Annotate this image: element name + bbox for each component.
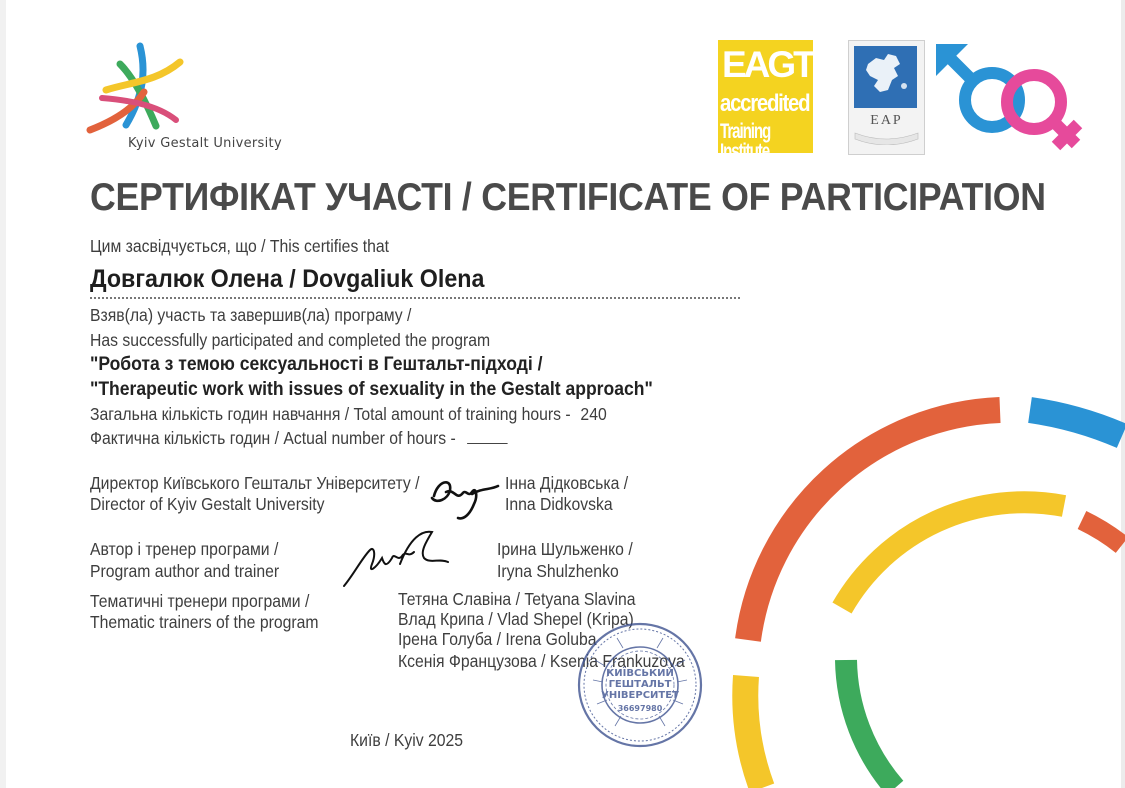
participated-en: Has successfully participated and completed the program (90, 330, 491, 350)
trainer-name: Ксенія Французова / Ksenia Frankuzova (398, 651, 685, 671)
director-name-ua: Інна Дідковська / (505, 473, 629, 493)
eagt-badge-accredited: accredited (720, 90, 810, 117)
stamp-code: 36697980 (617, 704, 663, 713)
ring-outer-orange-arc (748, 410, 1000, 640)
stamp-text-line1: КИЇВСЬКИЙ (606, 668, 674, 679)
author-role-ua: Автор і тренер програми / (90, 539, 279, 559)
participated-ua: Взяв(ла) участь та завершив(ла) програму / (90, 305, 412, 325)
eap-badge-ribbon (849, 131, 924, 147)
author-role-en: Program author and trainer (90, 561, 280, 581)
place-and-date: Київ / Kyiv 2025 (350, 730, 464, 750)
director-role-en: Director of Kyiv Gestalt University (90, 494, 325, 514)
total-hours-label: Загальна кількість годин навчання / Total amount of training hours - (90, 404, 571, 424)
actual-hours-line (90, 428, 508, 449)
ring-inner-green-arc (846, 660, 895, 788)
director-role-ua: Директор Київського Гештальт Університету / (90, 473, 420, 493)
eagt-badge-title: EAGT (722, 44, 813, 85)
director-name-en: Inna Didkovska (505, 494, 613, 514)
total-hours-value: 240 (580, 404, 607, 424)
ring-outer-yellow-arc (745, 676, 762, 788)
actual-hours-blank (467, 429, 508, 444)
stamp-text-line3: УНІВЕРСИТЕТ (601, 690, 679, 701)
certifies-text: Цим засвідчується, що / This certifies that (90, 236, 389, 256)
ring-mid-orange-arc (1082, 520, 1122, 545)
director-signature (428, 470, 500, 525)
author-name-en: Iryna Shulzhenko (497, 561, 619, 581)
program-title-ua: "Робота з темою сексуальності в Гештальт-підході / (90, 353, 543, 375)
recipient-name: Довгалюк Олена / Dovgaliuk Olena (90, 265, 485, 293)
eagt-badge-training-institute: Training Institute (720, 120, 771, 163)
trainer-name: Влад Крипа / Vlad Shepel (Kripa) (398, 609, 634, 629)
trainer-name: Тетяна Славіна / Tetyana Slavina (398, 589, 636, 609)
thematic-role-ua: Тематичні тренери програми / (90, 591, 310, 611)
name-underline (90, 297, 740, 299)
eap-badge-text: EAP (870, 113, 903, 128)
official-stamp (575, 620, 705, 750)
actual-hours-label: Фактична кількість годин / Actual number of hours - (90, 428, 456, 448)
kyiv-gestalt-university-logo (86, 40, 186, 135)
stamp-text-line2: ГЕШТАЛЬТ (608, 679, 672, 690)
eagt-accreditation-badge (718, 40, 813, 163)
gender-symbols-icon (936, 40, 1088, 155)
europe-map-icon (854, 46, 917, 108)
certificate-title: СЕРТИФІКАТ УЧАСТІ / CERTIFICATE OF PARTICIPATION (90, 176, 1046, 219)
author-name-ua: Ірина Шульженко / (497, 539, 633, 559)
author-signature (340, 528, 452, 594)
ring-outer-blue-arc (1030, 410, 1122, 436)
total-hours-line (90, 404, 607, 425)
program-title-en: "Therapeutic work with issues of sexuality in the Gestalt approach" (90, 378, 653, 400)
thematic-role-en: Thematic trainers of the program (90, 612, 319, 632)
logo-caption: Kyiv Gestalt University (128, 136, 282, 151)
ring-mid-yellow-arc (842, 502, 1064, 608)
eap-badge (848, 40, 925, 155)
trainer-name: Ірена Голуба / Irena Goluba (398, 629, 597, 649)
